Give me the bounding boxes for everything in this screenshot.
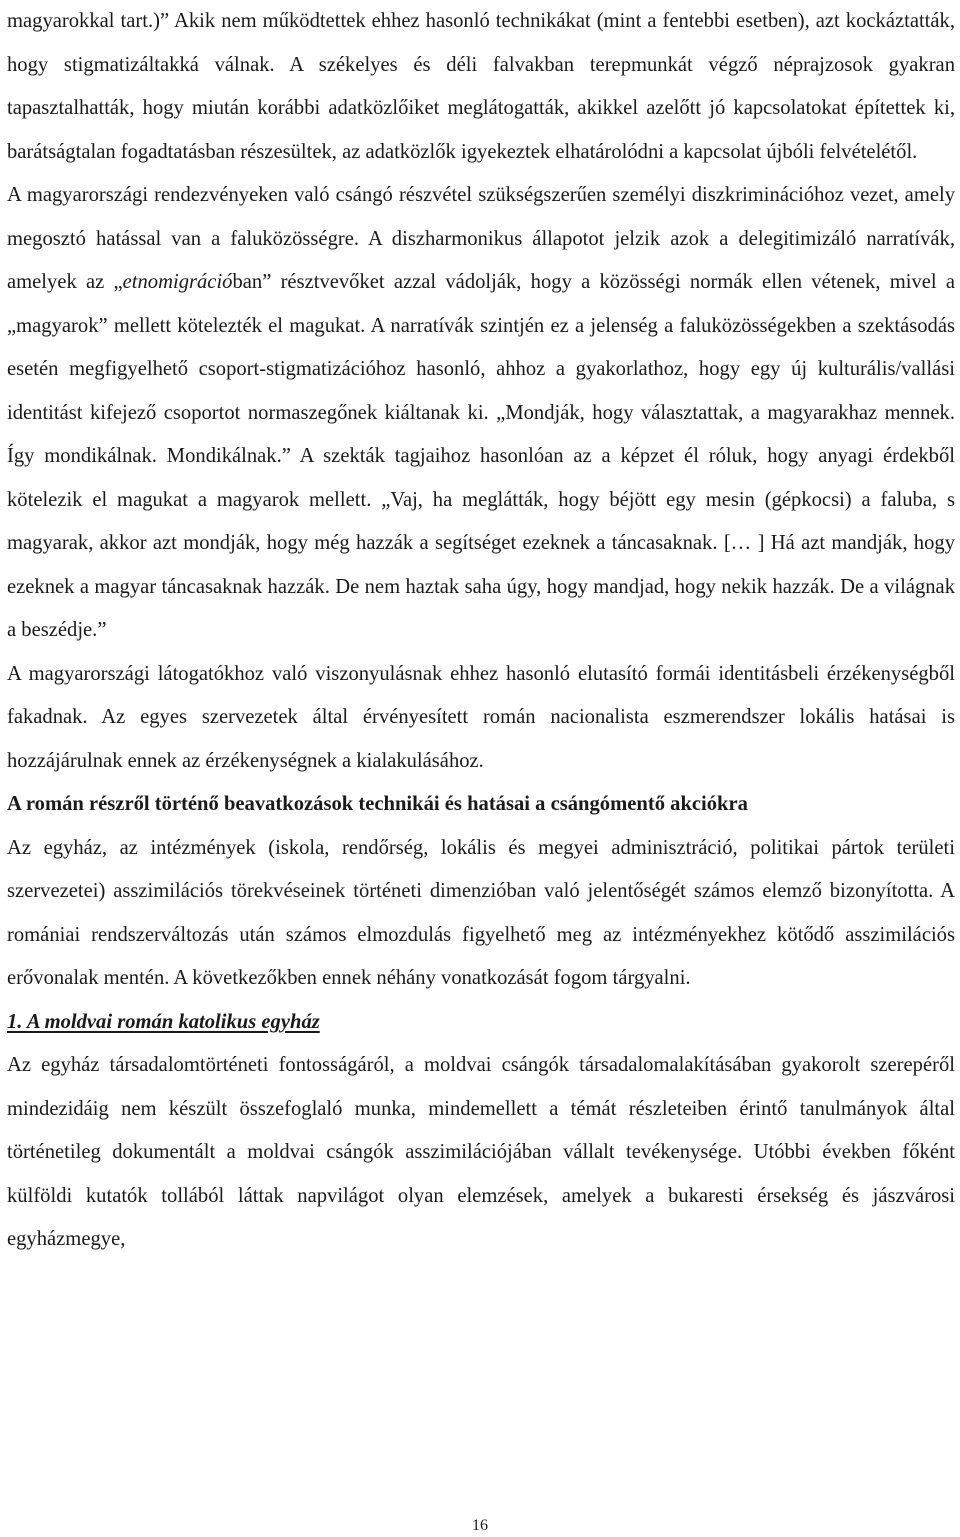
section-heading: A román részről történő beavatkozások technikái és hatásai a csángómentő akciókra xyxy=(7,793,748,815)
paragraph-2-italic-term: etnomigráció xyxy=(122,271,233,293)
paragraph-1-text: magyarokkal tart.)” Akik nem működtettek ehhez hasonló technikákat (mint a fentebbi esetben), azt kockáztatták, hogy stigmatizáltakká válnak. A székelyes és déli falvakban terepmunkát végző néprajzosok gyakran tapasztalhatták, hogy miután korábbi adatközlőiket meglátogatták, akikkel azelőtt jó kapcsolatokat építettek ki, barátságtalan fogadtatásban részesültek, az adatközlők igyekeztek elhatárolódni a kapcsolat újbóli felvételétől. xyxy=(7,10,955,163)
paragraph-3-text: A magyarországi látogatókhoz való viszonyulásnak ehhez hasonló elutasító formái identitásbeli érzékenységből fakadnak. Az egyes szervezetek által érvényesített román nacionalista eszmerendszer lokális hatásai is hozzájárulnak ennek az érzékenységnek a kialakulásához. xyxy=(7,662,955,772)
paragraph-5: Az egyház társadalomtörténeti fontosságáról, a moldvai csángók társadalomalakításában gyakorolt szerepéről mindezidáig nem készült összefoglaló munka, mindemellett a témát részleteiben érintő tanulmányok által történetileg dokumentált a moldvai csángók asszimilációjában vállalt tevékenysége. Utóbbi években főként külföldi kutatók tollából láttak napvilágot olyan elemzések, amelyek a bukaresti érsekség és jászvárosi egyházmegye, xyxy=(7,1054,955,1250)
document-page xyxy=(7,0,955,1262)
subsection-heading: 1. A moldvai román katolikus egyház xyxy=(7,1010,320,1033)
paragraph-3 xyxy=(7,653,955,784)
paragraph-2-text-a: A magyarországi rendezvényeken való csángó részvétel szükségszerűen személyi diszkriminációhoz vezet, amely megosztó hatással van a faluközösségre. A diszharmonikus állapotot jelzik azok a delegitimizáló narratívák, amelyek az „ xyxy=(7,184,955,293)
page-number: 16 xyxy=(472,1517,488,1534)
paragraph-2 xyxy=(7,174,955,653)
paragraph-4: Az egyház, az intézmények (iskola, rendőrség, lokális és megyei adminisztráció, politikai pártok területi szervezetei) asszimilációs törekvéseinek történeti dimenzióban való jelentőségét számos elemző bizonyította. A romániai rendszerváltozás után számos elmozdulás figyelhető meg az intézményekhez kötődő asszimilációs erővonalak mentén. A következőkben ennek néhány vonatkozását fogom tárgyalni. xyxy=(7,836,955,989)
paragraph-2-text-b: ban” résztvevőket azzal vádolják, hogy a közösségi normák ellen vétenek, mivel a „magyarok” mellett kötelezték el magukat. A narratívák szintjén ez a jelenség a faluközösségekben a szektásodás esetén megfigyelhető csoport-stigmatizációhoz hasonló, ahhoz a gyakorlathoz, hogy egy új kulturális/vallási identitást kifejező csoportot normaszegőnek kiáltanak ki. „Mondják, hogy választattak, a magyarakhaz mennek. Így mondikálnak. Mondikálnak.” A szekták tagjaihoz hasonlóan az a képzet él róluk, hogy anyagi érdekből kötelezik el magukat a magyarok mellett. „Vaj, ha meglátták, hogy béjött egy mesin (gépkocsi) a faluba, s magyarak, akkor azt mondják, hogy még hazzák a segítséget ezeknek a táncasaknak. [… ] Há azt mandják, hogy ezeknek a magyar táncasaknak hazzák. De nem haztak saha úgy, hogy mandjad, hogy nekik hazzák. De a világnak a beszédje.” xyxy=(7,271,955,641)
paragraph-1 xyxy=(7,0,955,174)
